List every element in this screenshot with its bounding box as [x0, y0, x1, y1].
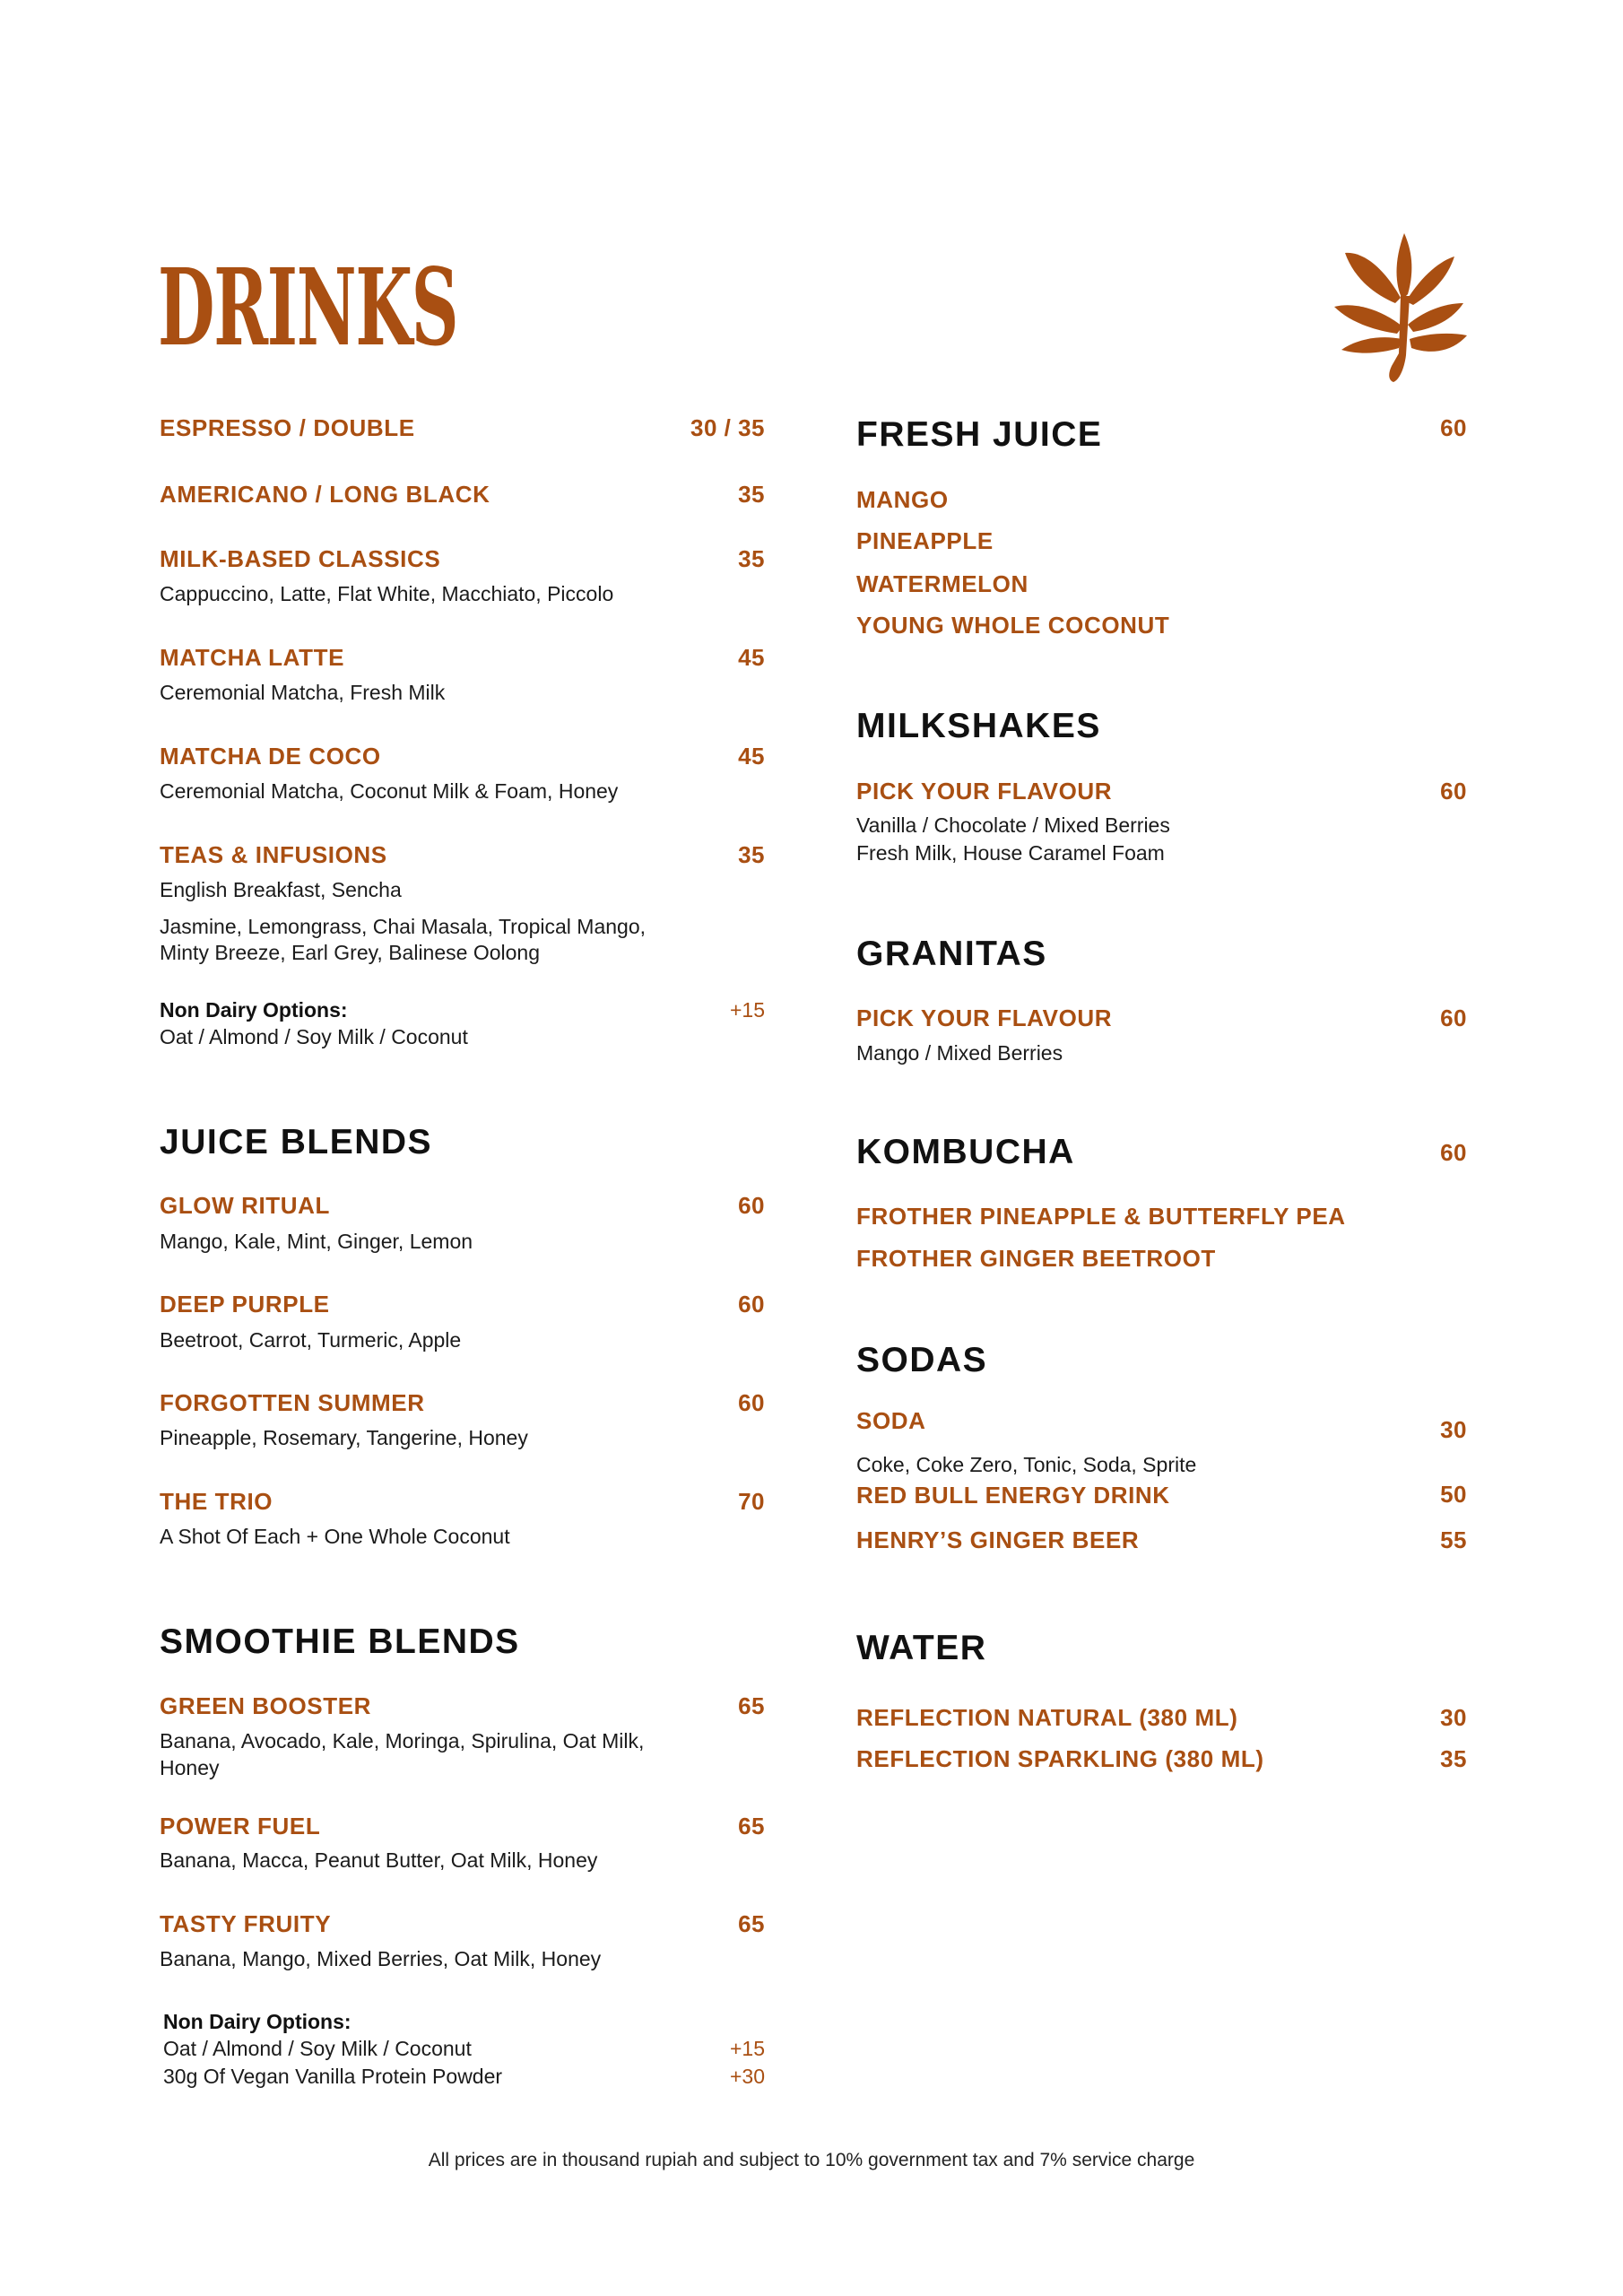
menu-item-desc: Coke, Coke Zero, Tonic, Soda, Sprite: [856, 1453, 1197, 1476]
menu-item-price: 35: [738, 545, 765, 572]
menu-item-desc: Fresh Milk, House Caramel Foam: [856, 841, 1165, 865]
menu-item-name: GLOW RITUAL: [160, 1192, 331, 1219]
menu-item-price: 65: [738, 1910, 765, 1937]
menu-item-desc: Banana, Macca, Peanut Butter, Oat Milk, Honey: [160, 1848, 598, 1872]
menu-item-name: PICK YOUR FLAVOUR: [856, 1004, 1113, 1031]
non-dairy-option: Oat / Almond / Soy Milk / Coconut: [163, 2037, 472, 2060]
menu-item-price: 35: [1440, 1745, 1467, 1772]
section-heading-water: WATER: [856, 1629, 987, 1667]
menu-item-name: MILK-BASED CLASSICS: [160, 545, 441, 572]
menu-item-name: YOUNG WHOLE COCONUT: [856, 612, 1170, 639]
menu-item-price: 35: [738, 841, 765, 868]
menu-item-price: 30: [1440, 1416, 1467, 1443]
section-heading-smoothie-blends: SMOOTHIE BLENDS: [160, 1622, 520, 1661]
menu-item-name: REFLECTION SPARKLING (380 ML): [856, 1745, 1264, 1772]
section-heading-milkshakes: MILKSHAKES: [856, 707, 1101, 745]
menu-item-name: POWER FUEL: [160, 1813, 321, 1839]
menu-item-name: PINEAPPLE: [856, 527, 994, 554]
non-dairy-options: Oat / Almond / Soy Milk / Coconut: [160, 1025, 468, 1048]
menu-item-name: MANGO: [856, 486, 949, 513]
menu-item-name: PICK YOUR FLAVOUR: [856, 778, 1113, 804]
menu-item-name: GREEN BOOSTER: [160, 1692, 372, 1719]
menu-item-price: 60: [1440, 778, 1467, 804]
menu-item-name: TEAS & INFUSIONS: [160, 841, 387, 868]
menu-item-price: 50: [1440, 1481, 1467, 1508]
menu-item-desc: A Shot Of Each + One Whole Coconut: [160, 1525, 510, 1548]
menu-item-price: 55: [1440, 1526, 1467, 1553]
section-heading-granitas: GRANITAS: [856, 935, 1047, 973]
menu-item-desc: Vanilla / Chocolate / Mixed Berries: [856, 813, 1170, 837]
non-dairy-option: 30g Of Vegan Vanilla Protein Powder: [163, 2065, 503, 2088]
menu-item-desc: English Breakfast, Sencha: [160, 878, 402, 901]
leaf-icon: [1332, 230, 1471, 386]
menu-item-name: AMERICANO / LONG BLACK: [160, 481, 490, 508]
menu-item-desc: Ceremonial Matcha, Coconut Milk & Foam, Honey: [160, 779, 619, 803]
menu-item-name: MATCHA DE COCO: [160, 743, 381, 770]
menu-item-desc: Minty Breeze, Earl Grey, Balinese Oolong: [160, 941, 540, 964]
menu-item-desc: Mango, Kale, Mint, Ginger, Lemon: [160, 1230, 473, 1253]
menu-item-name: FROTHER PINEAPPLE & BUTTERFLY PEA: [856, 1203, 1346, 1230]
menu-item-price: 45: [738, 743, 765, 770]
menu-item-desc: Cappuccino, Latte, Flat White, Macchiato, Piccolo: [160, 582, 614, 605]
page-title: DRINKS: [158, 245, 458, 370]
non-dairy-label: Non Dairy Options:: [163, 2010, 352, 2033]
menu-item-price: 60: [738, 1291, 765, 1318]
menu-item-name: MATCHA LATTE: [160, 644, 345, 671]
menu-item-price: 65: [738, 1692, 765, 1719]
menu-item-name: RED BULL ENERGY DRINK: [856, 1482, 1170, 1509]
menu-item-desc: Ceremonial Matcha, Fresh Milk: [160, 681, 446, 704]
section-heading-sodas: SODAS: [856, 1341, 988, 1379]
section-heading-juice-blends: JUICE BLENDS: [160, 1123, 433, 1161]
menu-item-name: FROTHER GINGER BEETROOT: [856, 1245, 1216, 1272]
menu-item-name: TASTY FRUITY: [160, 1910, 332, 1937]
menu-item-desc: Jasmine, Lemongrass, Chai Masala, Tropical Mango,: [160, 915, 647, 938]
menu-item-price: 60: [738, 1389, 765, 1416]
section-heading-fresh-juice: FRESH JUICE: [856, 415, 1103, 454]
non-dairy-price: +15: [729, 2037, 765, 2060]
section-price: 60: [1440, 1139, 1467, 1166]
menu-item-desc: Pineapple, Rosemary, Tangerine, Honey: [160, 1426, 528, 1449]
menu-item-desc: Banana, Avocado, Kale, Moringa, Spirulina, Oat Milk,: [160, 1729, 645, 1752]
menu-item-price: 45: [738, 644, 765, 671]
footer-note: All prices are in thousand rupiah and subject to 10% government tax and 7% service charge: [428, 2150, 1195, 2170]
non-dairy-price: +15: [729, 998, 765, 1022]
menu-item-price: 35: [738, 481, 765, 508]
menu-item-name: ESPRESSO / DOUBLE: [160, 414, 415, 441]
menu-item-name: FORGOTTEN SUMMER: [160, 1389, 425, 1416]
menu-item-desc: Banana, Mango, Mixed Berries, Oat Milk, Honey: [160, 1947, 602, 1970]
menu-item-price: 60: [738, 1192, 765, 1219]
menu-item-name: WATERMELON: [856, 570, 1028, 597]
menu-item-name: DEEP PURPLE: [160, 1291, 330, 1318]
menu-item-price: 70: [738, 1488, 765, 1515]
menu-item-price: 65: [738, 1813, 765, 1839]
non-dairy-price: +30: [729, 2065, 765, 2088]
menu-item-desc: Honey: [160, 1756, 220, 1779]
menu-item-price: 60: [1440, 1004, 1467, 1031]
menu-item-desc: Beetroot, Carrot, Turmeric, Apple: [160, 1328, 462, 1352]
menu-item-name: THE TRIO: [160, 1488, 273, 1515]
menu-item-price: 30: [1440, 1704, 1467, 1731]
section-heading-kombucha: KOMBUCHA: [856, 1133, 1075, 1171]
menu-item-name: REFLECTION NATURAL (380 ML): [856, 1704, 1238, 1731]
menu-item-desc: Mango / Mixed Berries: [856, 1041, 1063, 1065]
menu-item-name: HENRY’S GINGER BEER: [856, 1526, 1140, 1553]
menu-item-price: 30 / 35: [690, 414, 765, 441]
menu-item-name: SODA: [856, 1407, 926, 1434]
section-price: 60: [1440, 414, 1467, 441]
non-dairy-label: Non Dairy Options:: [160, 998, 348, 1022]
